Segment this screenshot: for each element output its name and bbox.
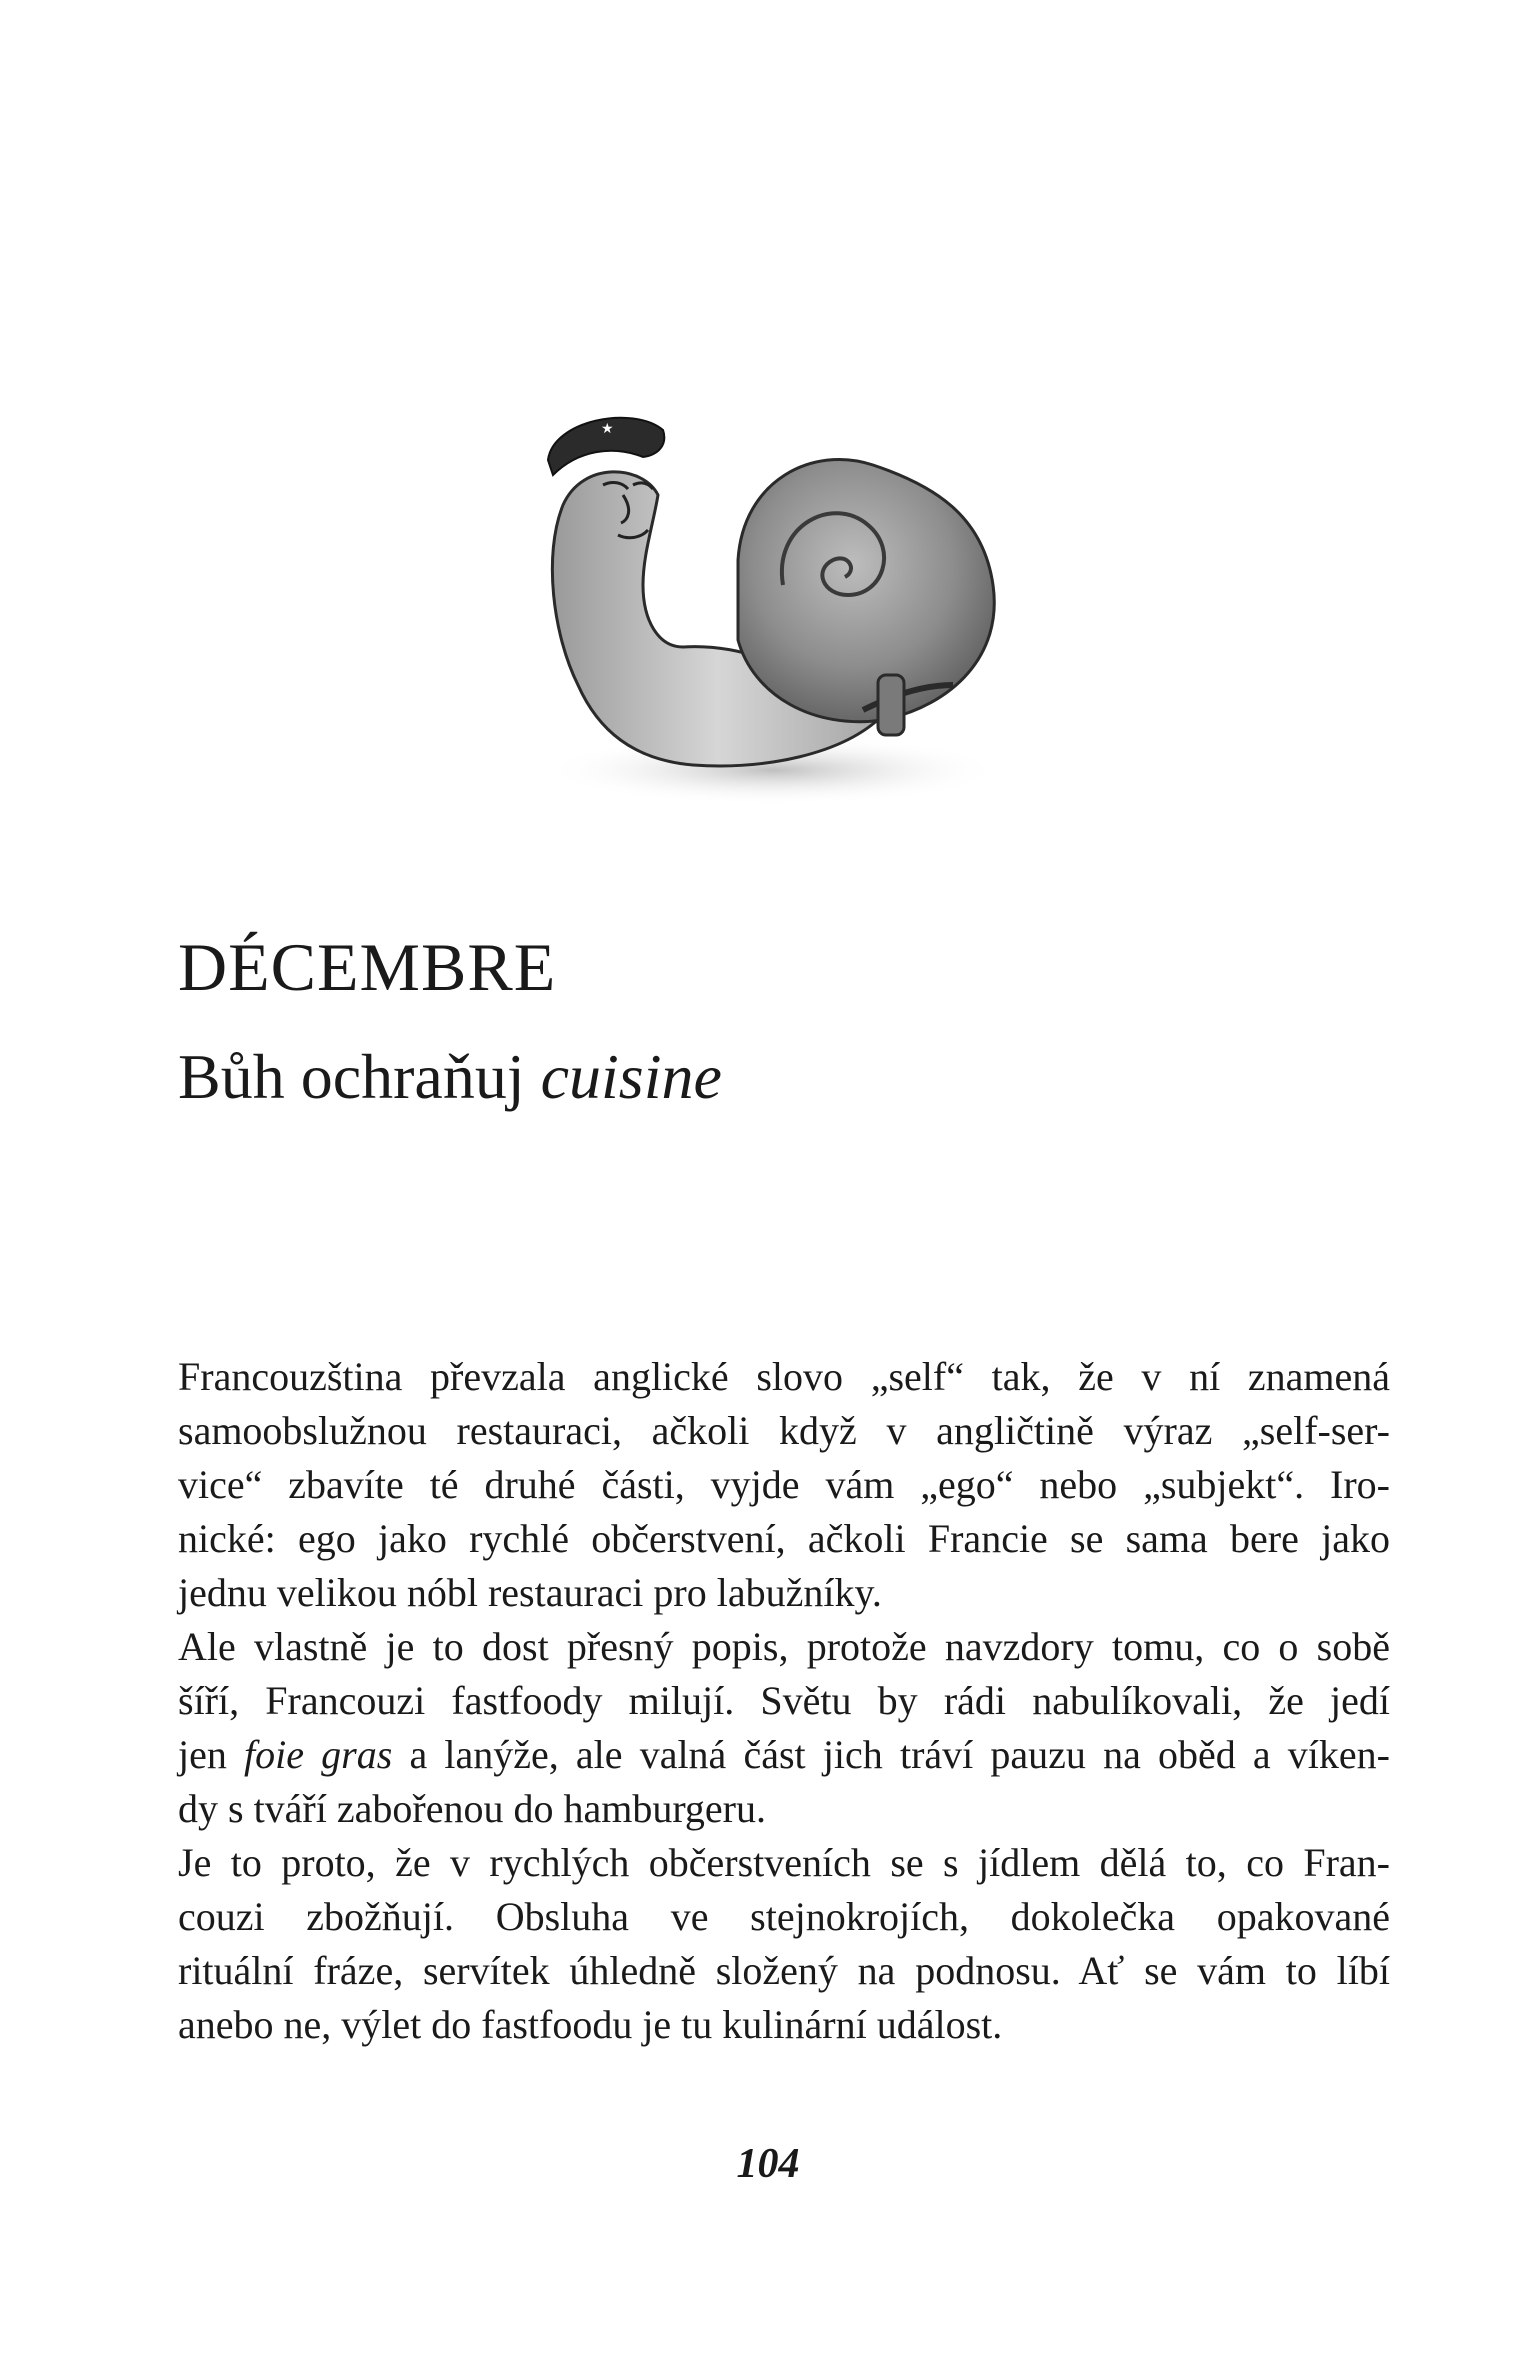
text-line: Francouzština převzala anglické slovo „self“ tak, že v ní znamená [178, 1354, 1390, 1399]
svg-text:★: ★ [601, 421, 614, 437]
text-fragment: jen [178, 1732, 245, 1777]
chapter-title-plain: Bůh ochraňuj [178, 1041, 541, 1112]
text-line: nické: ego jako rychlé občerstvení, ačkoli Francie se sama bere jako [178, 1516, 1390, 1561]
chapter-month-heading: DÉCEMBRE [178, 929, 557, 1005]
text-line: Je to proto, že v rychlých občerstveních se s jídlem dělá to, co Fran- [178, 1840, 1390, 1885]
text-line: šíří, Francouzi fastfoody milují. Světu by rádi nabulíkovali, že jedí [178, 1678, 1390, 1723]
body-text [178, 1350, 1390, 2052]
snail-illustration [483, 385, 1053, 845]
text-line: vice“ zbavíte té druhé části, vyjde vám „ego“ nebo „subjekt“. Iro- [178, 1462, 1390, 1507]
text-line: jednu velikou nóbl restauraci pro labužníky. [178, 1570, 882, 1615]
page-number: 104 [736, 2141, 800, 2187]
text-line: couzi zbožňují. Obsluha ve stejnokrojích, dokolečka opakované [178, 1894, 1390, 1939]
chapter-title [178, 1040, 722, 1114]
text-line: rituální fráze, servítek úhledně složený na podnosu. Ať se vám to líbí [178, 1948, 1390, 1993]
text-line: anebo ne, výlet do fastfoodu je tu kulinární událost. [178, 2002, 1003, 2047]
text-line: Ale vlastně je to dost přesný popis, protože navzdory tomu, co o sobě [178, 1624, 1390, 1669]
text-line: samoobslužnou restauraci, ačkoli když v angličtině výraz „self-ser- [178, 1408, 1390, 1453]
chapter-title-italic: cuisine [540, 1041, 722, 1112]
italic-term: foie gras [244, 1732, 393, 1777]
text-line: dy s tváří zabořenou do hamburgeru. [178, 1786, 766, 1831]
text-line [178, 1728, 1390, 1782]
text-fragment: a lanýže, ale valná část jich tráví pauzu na oběd a víken- [392, 1732, 1390, 1777]
